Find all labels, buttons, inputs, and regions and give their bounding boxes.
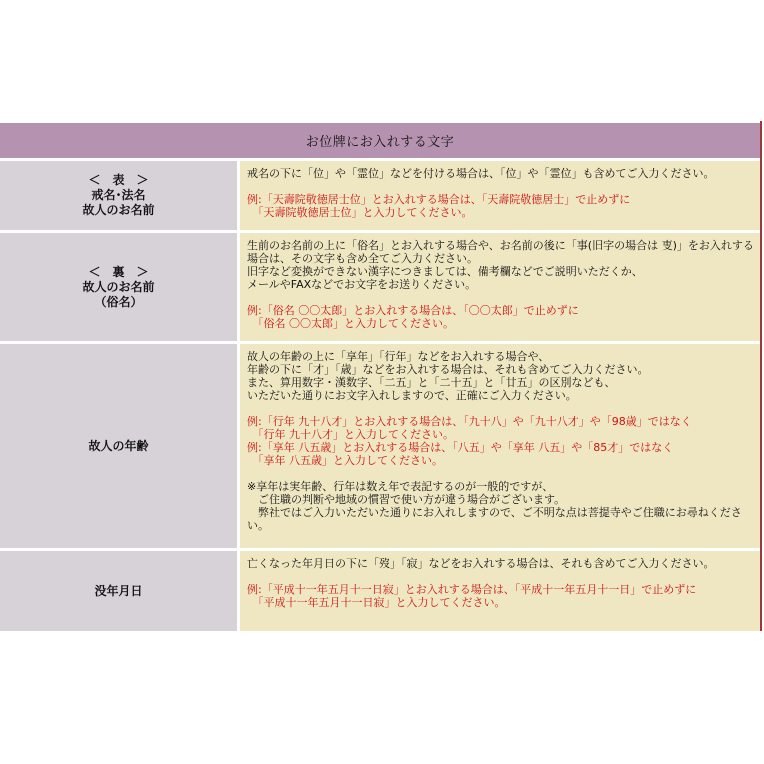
instruction-text: 生前のお名前の上に「俗名」とお入れする場合や、お名前の後に「事(旧字の場合は 叓)」をお入れする場合は、その文字も含め全てご入力ください。 旧字など変換ができない漢字につきましては、備考欄などでご説明いただくか、 メールやFAXなどでお文字をお送りください。 bbox=[247, 239, 754, 291]
instruction-text: 亡くなった年月日の下に「歿」「寂」などをお入れする場合は、それも含めてご入力ください。 bbox=[247, 557, 715, 570]
table-row bbox=[0, 161, 760, 233]
example-text: 例:「天壽院敬徳居士位」とお入れする場合は、「天壽院敬徳居士」で止めずに 「天壽院敬徳居士位」と入力してください。 bbox=[247, 193, 631, 219]
label-line: （俗名） bbox=[94, 294, 143, 309]
table-row bbox=[0, 551, 760, 631]
table-row bbox=[0, 344, 760, 551]
label-line: 故人の年齢 bbox=[88, 438, 149, 453]
label-line: ＜ 表 ＞ bbox=[88, 173, 149, 187]
table-title: お位牌にお入れする文字 bbox=[0, 123, 760, 161]
row-content-front bbox=[240, 161, 760, 233]
note-text: ※享年は実年齢、行年は数え年で表記するのが一般的ですが、 ご住職の判断や地域の慣習で使い方が違う場合がございます。 弊社ではご入力いただいた通りにお入れしますので、ご不明な点は菩提寺やご住職にお尋ねください。 bbox=[247, 480, 742, 532]
row-label-back bbox=[0, 233, 240, 344]
instruction-text: 戒名の下に「位」や「霊位」などを付ける場合は、「位」や「霊位」も含めてご入力ください。 bbox=[247, 167, 715, 180]
label-line: 没年月日 bbox=[94, 583, 143, 598]
row-content-death-date bbox=[240, 551, 760, 631]
example-text: 例:「俗名 〇〇太郎」とお入れする場合は、「〇〇太郎」で止めずに 「俗名 〇〇太郎」と入力してください。 bbox=[247, 304, 579, 330]
label-line: 故人のお名前 bbox=[82, 279, 155, 294]
row-label-death-date bbox=[0, 551, 240, 631]
row-label-age bbox=[0, 344, 240, 551]
label-line: ＜ 裏 ＞ bbox=[88, 264, 149, 279]
label-line: 故人のお名前 bbox=[82, 203, 155, 217]
table-row bbox=[0, 233, 760, 344]
inscription-table bbox=[0, 123, 760, 631]
example-text: 例:「行年 九十八才」とお入れする場合は、「九十八」や「九十八才」や「98歳」ではなく 「行年 九十八才」と入力してください。 例:「享年 八五歳」とお入れする場合は、「八五」や「享年 八五」や「85才」ではなく 「享年 八五歳」と入力してください。 bbox=[247, 415, 692, 467]
row-content-back bbox=[240, 233, 760, 344]
row-content-age bbox=[240, 344, 760, 551]
example-text: 例:「平成十一年五月十一日寂」とお入れする場合は、「平成十一年五月十一日」で止めずに 「平成十一年五月十一日寂」と入力してください。 bbox=[247, 583, 697, 609]
title-row bbox=[0, 123, 760, 161]
row-label-front bbox=[0, 161, 240, 233]
label-line: 戒名･法名 bbox=[91, 188, 146, 202]
instruction-text: 故人の年齢の上に「享年」「行年」などをお入れする場合や、 年齢の下に「才」「歳」などをお入れする場合は、それも含めてご入力ください。 また、算用数字・漢数字、「二五」と「二十五」と「廿五」の区別なども、 いただいた通りにお文字入れしますので、正確にご入力ください。 bbox=[247, 350, 649, 402]
